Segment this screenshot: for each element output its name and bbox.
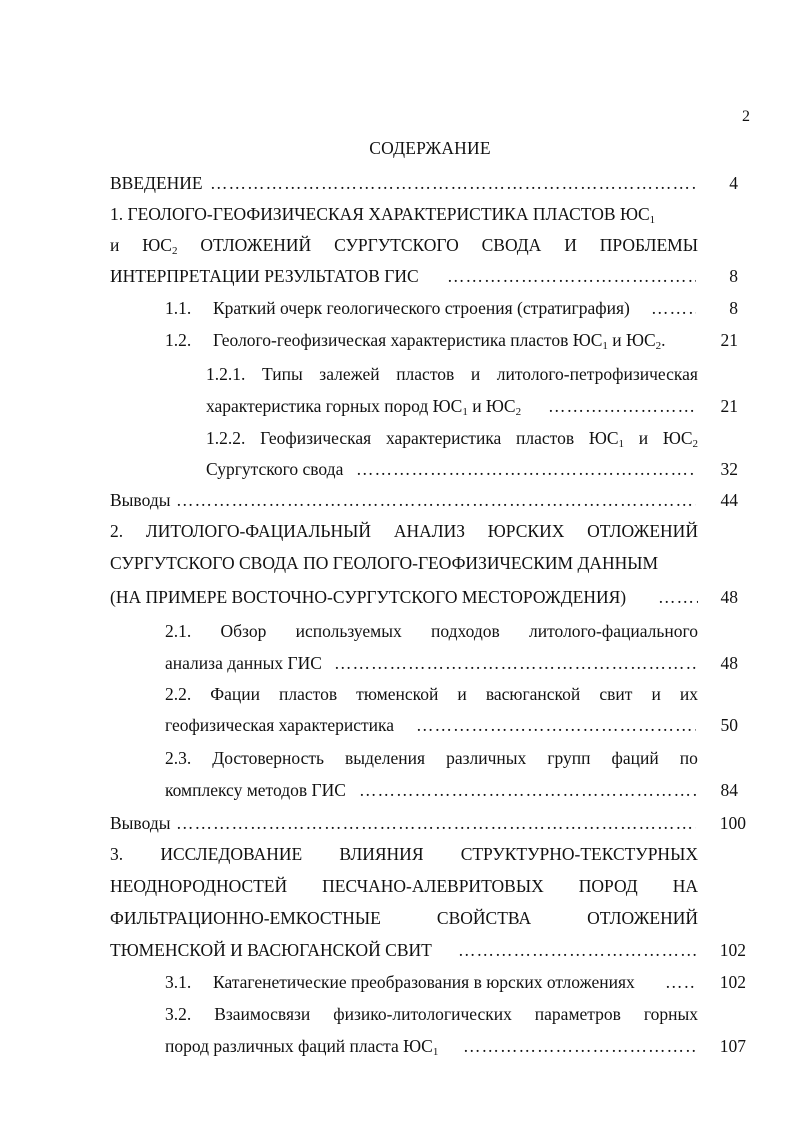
toc-text-line-2: геофизическая характеристика — [165, 715, 395, 735]
toc-entry-chapter-1[interactable] — [0, 201, 793, 227]
toc-number: 3.1. — [165, 972, 192, 992]
toc-page: 8 — [729, 266, 738, 286]
toc-leader — [210, 170, 696, 196]
chapter-1-line-2: и $ЮС_2$ ОТЛОЖЕНИЙ СУРГУТСКОГО СВОДА И ПРОБЛЕМЫ — [110, 235, 698, 257]
chapter-3-line-3: ФИЛЬТРАЦИОННО-ЕМКОСТНЫЕ СВОЙСТВА ОТЛОЖЕНИЙ — [110, 908, 698, 928]
toc-entry-2-3-line-2 — [0, 777, 793, 803]
toc-entry-chapter-2-line-2 — [0, 550, 793, 576]
toc-entry-2-1-line-2 — [0, 650, 793, 676]
chapter-1-line-1: 1. ГЕОЛОГО-ГЕОФИЗИЧЕСКАЯ ХАРАКТЕРИСТИКА ПЛАСТОВ $ЮС_1$ — [110, 204, 656, 226]
toc-text-line-1: 2.1. Обзор используемых подходов литолого-фациального — [165, 621, 698, 641]
toc-number: 1.1. — [165, 298, 192, 318]
toc-text-line-1: 3.2. Взаимосвязи физико-литологических параметров горных — [165, 1004, 698, 1024]
toc-page: 21 — [720, 396, 738, 416]
chapter-3-line-2: НЕОДНОРОДНОСТЕЙ ПЕСЧАНО-АЛЕВРИТОВЫХ ПОРОД НА — [110, 876, 698, 896]
toc-entry-chapter-3-line-4 — [0, 937, 793, 963]
chapter-2-line-2: СУРГУТСКОГО СВОДА ПО ГЕОЛОГО-ГЕОФИЗИЧЕСКИМ ДАННЫМ — [110, 553, 659, 573]
toc-page: 48 — [720, 587, 738, 607]
toc-text-line-2: комплексу методов ГИС — [165, 780, 346, 800]
toc-text-line-1: 1.2.2. Геофизическая характеристика пластов $ЮС_1$ и $ЮС_2$ — [206, 428, 698, 450]
toc-entry-conclusions-2[interactable] — [0, 810, 793, 836]
toc-page: 100 — [719, 813, 746, 833]
toc-text: Выводы — [110, 490, 171, 510]
toc-text-line-1: 2.2. Фации пластов тюменской и васюганской свит и их — [165, 684, 698, 704]
chapter-3-line-4: ТЮМЕНСКОЙ И ВАСЮГАНСКОЙ СВИТ — [110, 940, 432, 960]
toc-entry-1-2-1[interactable] — [0, 361, 793, 387]
toc-page: 48 — [720, 653, 738, 673]
toc-page: 44 — [720, 490, 738, 510]
toc-text — [110, 201, 698, 227]
toc-entry-3-2-line-2 — [0, 1033, 793, 1059]
toc-page: 50 — [720, 715, 738, 735]
toc-page: 21 — [720, 330, 738, 350]
chapter-3-line-1: 3. ИССЛЕДОВАНИЕ ВЛИЯНИЯ СТРУКТУРНО-ТЕКСТУРНЫХ — [110, 844, 698, 864]
toc-text: Краткий очерк геологического строения (стратиграфия) — [213, 298, 630, 318]
toc-entry-3-1[interactable] — [0, 969, 793, 995]
toc-entry-chapter-1-line-2 — [0, 232, 793, 258]
toc-entry-conclusions-1[interactable] — [0, 487, 793, 513]
toc-entry-3-2[interactable] — [0, 1001, 793, 1027]
toc-leader — [334, 650, 696, 676]
toc-number: 1.2. — [165, 330, 192, 350]
chapter-2-line-1: 2. ЛИТОЛОГО-ФАЦИАЛЬНЫЙ АНАЛИЗ ЮРСКИХ ОТЛОЖЕНИЙ — [110, 521, 698, 541]
toc-leader — [463, 1033, 696, 1059]
toc-text-line-2: пород различных фаций пласта $ЮС_1$ — [165, 1036, 439, 1058]
toc-entry-2-2[interactable] — [0, 681, 793, 707]
chapter-2-line-3: (НА ПРИМЕРЕ ВОСТОЧНО-СУРГУТСКОГО МЕСТОРОЖДЕНИЯ) — [110, 587, 627, 607]
toc-leader — [458, 937, 696, 963]
toc-entry-1-2-1-line-2 — [0, 393, 793, 419]
toc-page: 32 — [720, 459, 738, 479]
toc-entry-chapter-1-line-3 — [0, 263, 793, 289]
toc-leader — [176, 487, 696, 513]
toc-entry-1-1[interactable] — [0, 295, 793, 321]
toc-entry-chapter-2[interactable] — [0, 518, 793, 544]
toc-entry-2-3[interactable] — [0, 745, 793, 771]
toc-leader — [447, 263, 696, 289]
toc-page: 102 — [719, 972, 746, 992]
toc-text-line-2: характеристика горных пород $ЮС_1$ и $ЮС_2$ — [206, 396, 522, 418]
chapter-1-line-3: ИНТЕРПРЕТАЦИИ РЕЗУЛЬТАТОВ ГИС — [110, 266, 419, 286]
toc-page: 4 — [729, 173, 738, 193]
toc-entry-2-2-line-2 — [0, 712, 793, 738]
page-number: 2 — [742, 108, 750, 125]
toc-text: Геолого-геофизическая характеристика пластов $ЮС_1$ и $ЮС_2$. — [213, 330, 666, 352]
toc-entry-2-1[interactable] — [0, 618, 793, 644]
toc-leader — [359, 777, 696, 803]
toc-entry-chapter-2-line-3 — [0, 584, 793, 610]
toc-text-line-2: анализа данных ГИС — [165, 653, 322, 673]
toc-leader — [356, 456, 696, 482]
toc-entry-intro[interactable] — [0, 170, 793, 196]
toc-page: 102 — [719, 940, 746, 960]
toc-entry-chapter-3-line-2 — [0, 873, 793, 899]
toc-page: 107 — [719, 1036, 746, 1056]
toc-text-line-1: 1.2.1. Типы залежей пластов и литолого-петрофизическая — [206, 364, 698, 384]
toc-text: ВВЕДЕНИЕ — [110, 173, 203, 193]
toc-text-line-2: Сургутского свода — [206, 459, 344, 479]
toc-leader — [416, 712, 696, 738]
toc-entry-chapter-3-line-3 — [0, 905, 793, 931]
page-title: СОДЕРЖАНИЕ — [369, 138, 491, 158]
toc-leader — [176, 810, 696, 836]
toc-page: 8 — [729, 298, 738, 318]
toc-entry-1-2-2-line-2 — [0, 456, 793, 482]
toc-entry-1-2-2[interactable] — [0, 425, 793, 451]
toc-page: 84 — [720, 780, 738, 800]
toc-entry-1-2[interactable] — [0, 327, 793, 353]
toc-entry-chapter-3[interactable] — [0, 841, 793, 867]
toc-text-line-1: 2.3. Достоверность выделения различных групп фаций по — [165, 748, 698, 768]
toc-text: Выводы — [110, 813, 171, 833]
toc-text: Катагенетические преобразования в юрских отложениях — [213, 972, 635, 992]
